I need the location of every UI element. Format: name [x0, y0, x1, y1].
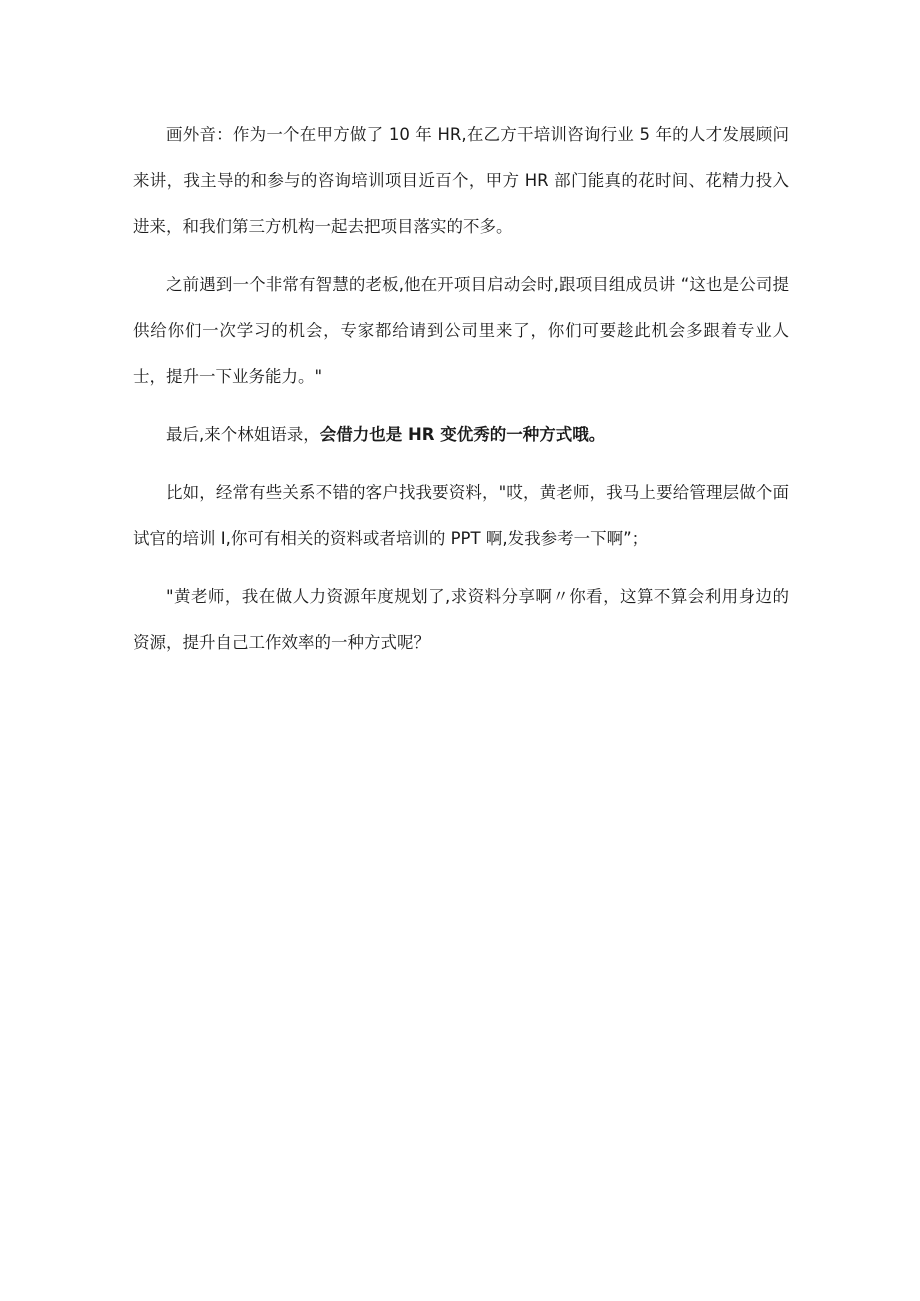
- quote-intro-text: 最后,来个林姐语录，: [166, 425, 320, 444]
- document-page: [133, 112, 789, 678]
- paragraph-boss-quote: 之前遇到一个非常有智慧的老板,他在开项目启动会时,跟项目组成员讲 “这也是公司提供给你们一次学习的机会，专家都给请到公司里来了，你们可要趁此机会多跟着专业人士，提升一下业务能力。": [133, 275, 789, 386]
- paragraph-voiceover: 画外音：作为一个在甲方做了 10 年 HR,在乙方干培训咨询行业 5 年的人才发展顾问来讲，我主导的和参与的咨询培训项目近百个，甲方 HR 部门能真的花时间、花精力投入进来，和我们第三方机构一起去把项目落实的不多。: [133, 125, 789, 236]
- quote-bold-text: 会借力也是 HR 变优秀的一种方式哦。: [319, 425, 606, 444]
- paragraph-quote-intro: [133, 412, 789, 458]
- paragraph-example-two: "黄老师，我在做人力资源年度规划了,求资料分享啊〃你看，这算不算会利用身边的资源，提升自己工作效率的一种方式呢？: [133, 587, 789, 652]
- paragraph-example-one: 比如，经常有些关系不错的客户找我要资料，"哎，黄老师，我马上要给管理层做个面试官的培训 I,你可有相关的资料或者培训的 PPT 啊,发我参考一下啊”；: [133, 483, 789, 548]
